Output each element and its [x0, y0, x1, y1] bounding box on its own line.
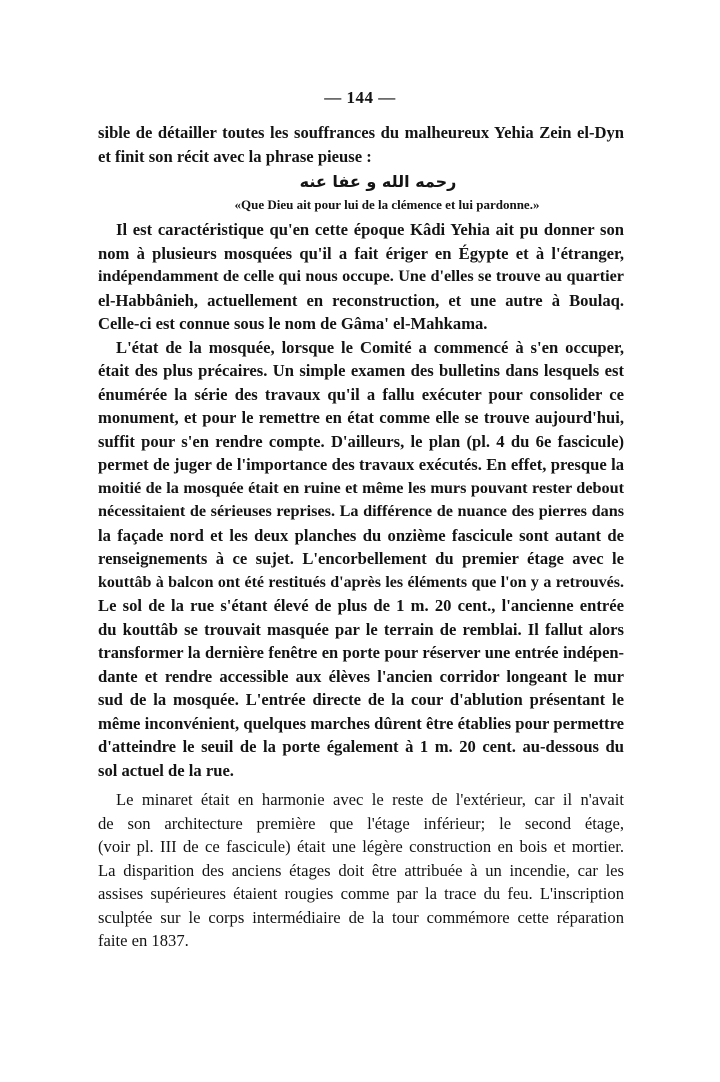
text-line: sible de détailler toutes les souffrances du malheureux Yehia Zein el-Dyn: [98, 123, 624, 142]
text-line: et finit son récit avec la phrase pieuse :: [98, 146, 372, 166]
text-line: Il est caractéristique qu'en cette époque Kâdi Yehia ait pu donner son: [116, 220, 624, 239]
text-line: (voir pl. III de ce fascicule) était une légère construction en bois et mortier.: [98, 837, 624, 856]
text-line: monument, et pour le remettre en état comme elle se trouve aujourd'hui,: [98, 408, 624, 427]
text-line: faite en 1837.: [98, 931, 189, 950]
text-line: renseignements à ce sujet. L'encorbellement du premier étage avec le: [98, 549, 624, 568]
text-line: sol actuel de la rue.: [98, 760, 234, 780]
text-line: permet de juger de l'importance des travaux exécutés. En effet, presque la: [98, 455, 624, 474]
text-line: du kouttâb se trouvait masquée par le terrain de remblai. Il fallut alors: [98, 619, 624, 639]
text-line: Celle-ci est connue sous le nom de Gâma' el-Mahkama.: [98, 314, 488, 333]
text-line: nom à plusieurs mosquées qu'il a fait ériger en Égypte et à l'étranger,: [98, 243, 624, 263]
arabic-phrase: رحمه الله و عفا عنه: [299, 172, 457, 191]
text-line: dante et rendre accessible aux élèves l'ancien corridor longeant le mur: [98, 666, 624, 686]
text-line: sud de la mosquée. L'entrée directe de la cour d'ablution présentant le: [98, 690, 624, 709]
text-line: de son architecture première que l'étage inférieur; le second étage,: [98, 813, 624, 833]
text-line: moitié de la mosquée était en ruine et même les murs pouvant rester debout: [98, 478, 624, 497]
text-line: La disparition des anciens étages doit être attribuée à un incendie, car les: [98, 860, 624, 880]
text-line: sculptée sur le corps intermédiaire de la tour commémore cette réparation: [98, 907, 624, 927]
text-line: L'état de la mosquée, lorsque le Comité a commencé à s'en occuper,: [116, 337, 624, 357]
text-line: el-Habbânieh, actuellement en reconstruction, et une autre à Boulaq.: [98, 290, 624, 310]
text-line: la façade nord et les deux planches du onzième fascicule sont autant de: [98, 525, 624, 545]
text-line: énumérée la série des travaux qu'il a fallu exécuter pour consolider ce: [98, 384, 624, 404]
text-line: suffit pour s'en rendre compte. D'ailleurs, le plan (pl. 4 du 6e fascicule): [98, 431, 624, 451]
text-line: Le minaret était en harmonie avec le reste de l'extérieur, car il n'avait: [116, 790, 624, 809]
text-line: nécessitaient de sérieuses reprises. La différence de nuance des pierres dans: [98, 502, 624, 520]
text-line: était des plus précaires. Un simple examen des bulletins dans lesquels est: [98, 361, 624, 380]
text-line: Le sol de la rue s'étant élevé de plus de 1 m. 20 cent., l'ancienne entrée: [98, 596, 624, 615]
text-line: même inconvénient, quelques marches dûrent être établies pour permettre: [98, 713, 624, 733]
text-line: d'atteindre le seuil de la porte également à 1 m. 20 cent. au-dessous du: [98, 737, 624, 756]
text-line: assises supérieures étaient rougies comme par la trace du feu. L'inscription: [98, 884, 624, 903]
text-line: transformer la dernière fenêtre en porte pour réserver une entrée indépen-: [98, 643, 624, 662]
body-text: [98, 121, 624, 953]
text-line: kouttâb à balcon ont été restitués d'après les éléments que l'on y a retrouvés.: [98, 573, 624, 591]
page-number: — 144 —: [324, 88, 396, 107]
quote-translation: «Que Dieu ait pour lui de la clémence et lui pardonne.»: [234, 197, 540, 212]
text-line: indépendamment de celle qui nous occupe. Une d'elles se trouve au quartier: [98, 267, 624, 285]
